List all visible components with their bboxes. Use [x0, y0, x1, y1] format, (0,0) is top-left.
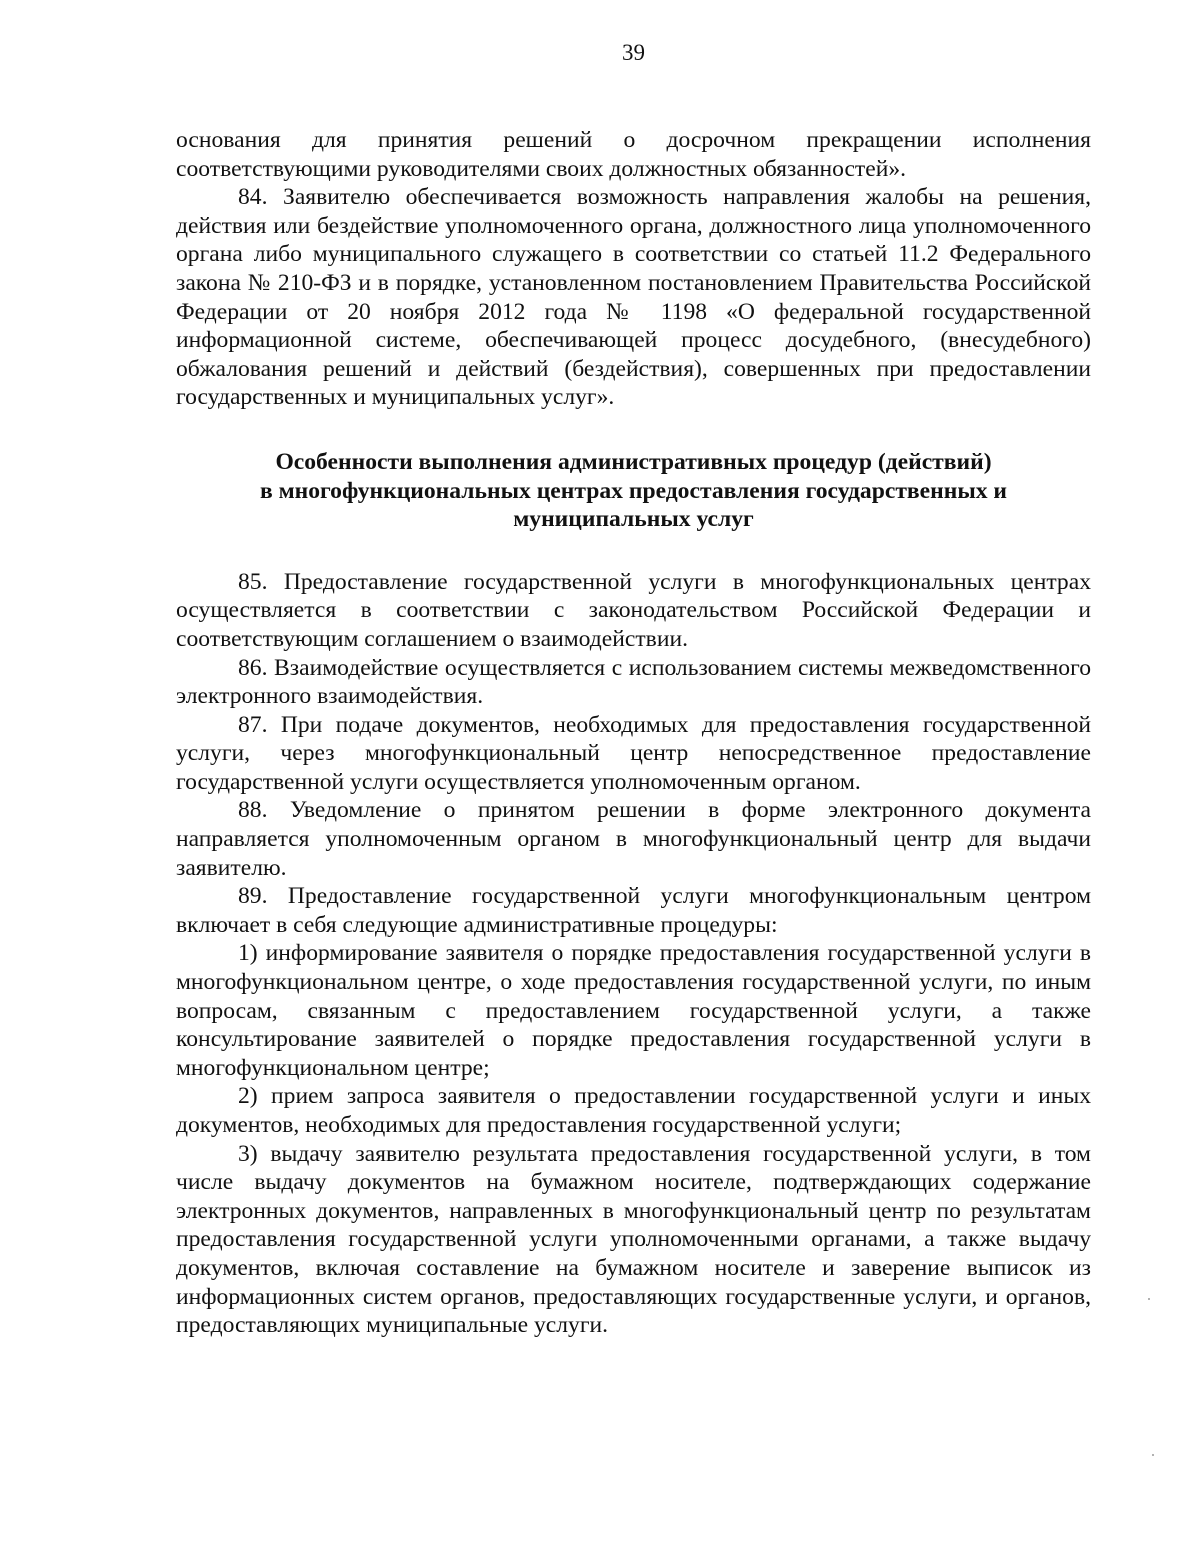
- section-heading-line-1: Особенности выполнения административных процедур (действий): [275, 448, 992, 475]
- list-item-3: 3) выдачу заявителю результата предоставления государственной услуги, в том числе выдачу документов на бумажном носителе, подтверждающих содержание электронных документов, направленных в многофункциональный центр по результатам предоставления государственной услуги уполномоченными органами, а также выдачу документов, включая составление на бумажном носителе и заверение выписок из информационных систем органов, предоставляющих государственные услуги, и органов, предоставляющих муниципальные услуги.: [176, 1140, 1091, 1339]
- paragraph-88: 88. Уведомление о принятом решении в форме электронного документа направляется уполномоченным органом в многофункциональный центр для выдачи заявителю.: [176, 797, 1091, 881]
- document-body: [176, 126, 1091, 1340]
- section-heading-line-3: муниципальных услуг: [513, 506, 754, 533]
- paragraph-85: 85. Предоставление государственной услуги в многофункциональных центрах осуществляется в соответствии с законодательством Российской Федерации и соответствующим соглашением о взаимодействии.: [176, 568, 1091, 652]
- list-item-2: 2) прием запроса заявителя о предоставлении государственной услуги и иных документов, необходимых для предоставления государственной услуги;: [176, 1083, 1091, 1138]
- paragraph-87: 87. При подаче документов, необходимых для предоставления государственной услуги, через многофункциональный центр непосредственное предоставление государственной услуги осуществляется уполномоченным органом.: [176, 711, 1091, 795]
- paragraph-89: 89. Предоставление государственной услуги многофункциональным центром включает в себя следующие административные процедуры:: [176, 883, 1091, 938]
- scan-artifact: [1152, 1454, 1154, 1456]
- paragraph-84: 84. Заявителю обеспечивается возможность направления жалобы на решения, действия или бездействие уполномоченного органа, должностного лица уполномоченного органа либо муниципального служащего в соответствии со статьей 11.2 Федерального закона № 210-ФЗ и в порядке, установленном постановлением Правительства Российской Федерации от 20 ноября 2012 года № 1198 «О федеральной государственной информационной системе, обеспечивающей процесс досудебного, (внесудебного) обжалования решений и действий (бездействия), совершенных при предоставлении государственных и муниципальных услуг».: [176, 184, 1091, 411]
- paragraph-86: 86. Взаимодействие осуществляется с использованием системы межведомственного электронного взаимодействия.: [176, 654, 1091, 710]
- list-item-1: 1) информирование заявителя о порядке предоставления государственной услуги в многофункциональном центре, о ходе предоставления государственной услуги, по иным вопросам, связанным с предоставлением государственной услуги, а также консультирование заявителей о порядке предоставления государственной услуги в многофункциональном центре;: [176, 940, 1091, 1081]
- page-number: 39: [622, 40, 645, 65]
- section-heading-line-2: в многофункциональных центрах предоставления государственных и: [259, 477, 1008, 504]
- paragraph-continuation: основания для принятия решений о досрочном прекращении исполнения соответствующими руководителями своих должностных обязанностей».: [176, 127, 1091, 182]
- scan-artifact: [1148, 1298, 1150, 1300]
- section-heading: [176, 448, 1091, 534]
